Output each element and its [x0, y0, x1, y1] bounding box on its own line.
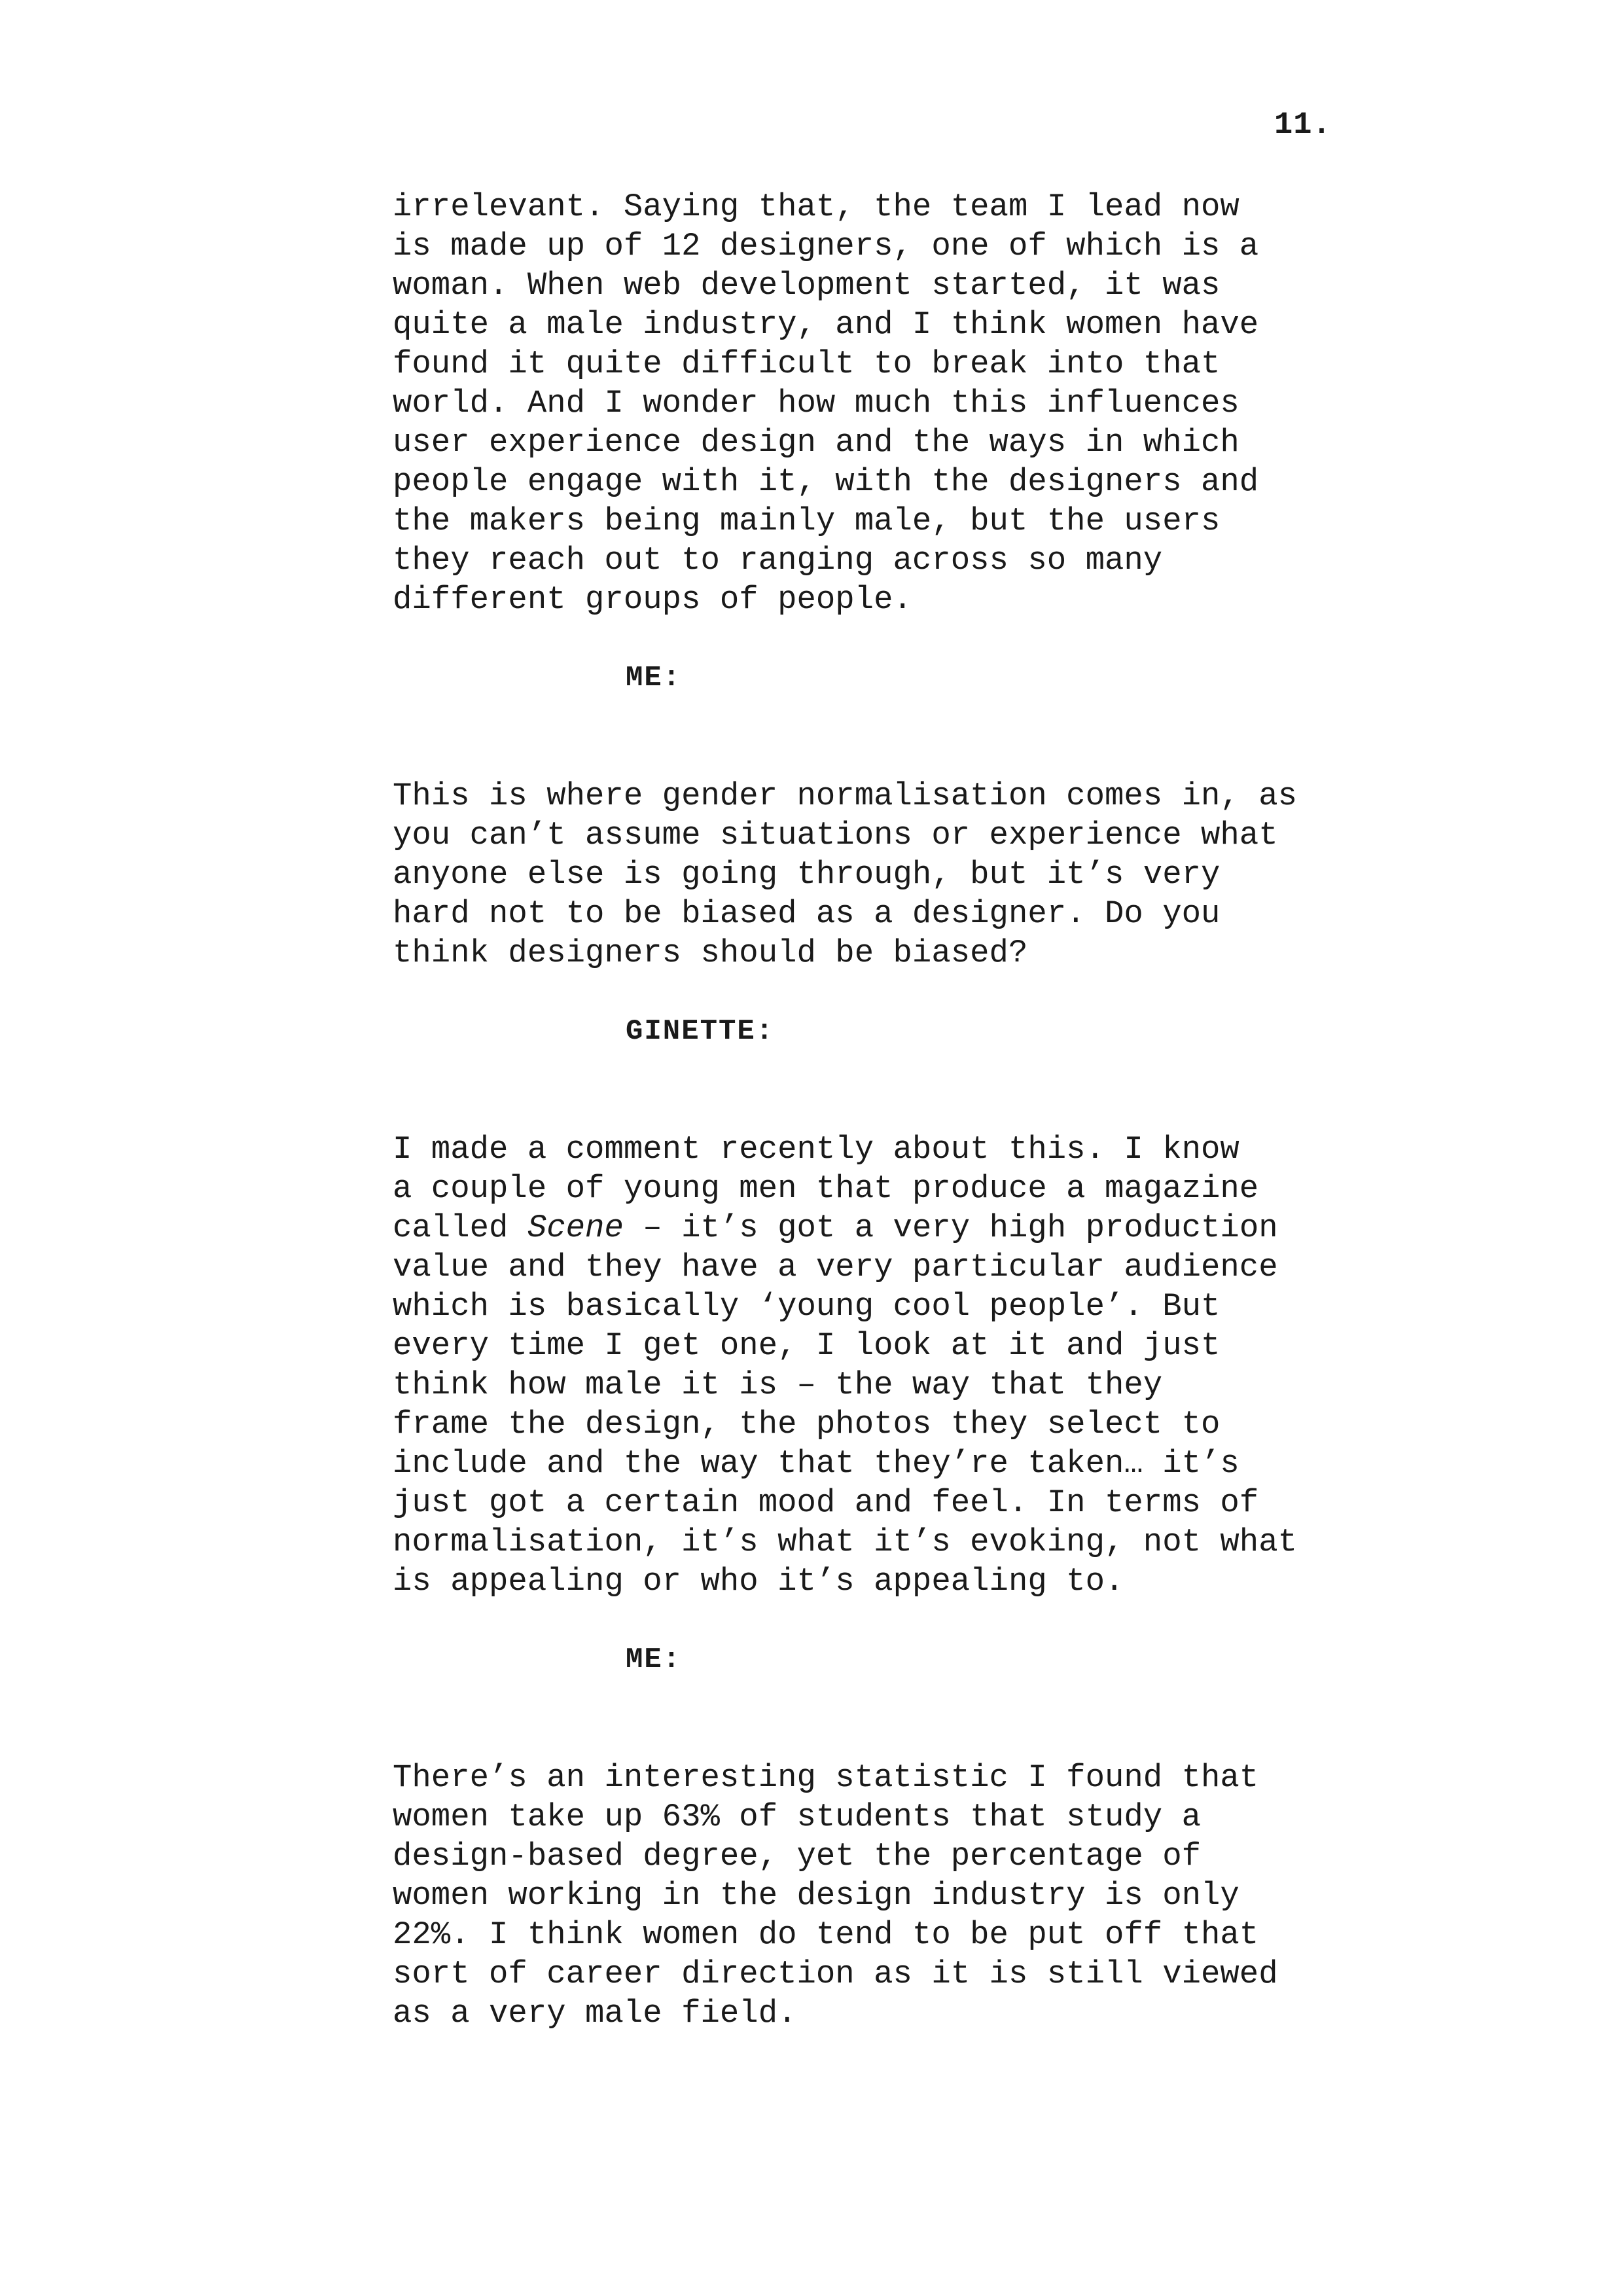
dialogue-line: the makers being mainly male, but the users	[393, 503, 1221, 539]
dialogue-line: called Scene – it’s got a very high production	[393, 1210, 1278, 1246]
dialogue-line: anyone else is going through, but it’s very	[393, 856, 1221, 893]
dialogue-line: is appealing or who it’s appealing to.	[393, 1563, 1124, 1600]
dialogue-line: as a very male field.	[393, 1995, 797, 2032]
dialogue-line: irrelevant. Saying that, the team I lead now	[393, 188, 1240, 225]
dialogue-line: found it quite difficult to break into that	[393, 346, 1221, 382]
dialogue-line: people engage with it, with the designers and	[393, 463, 1259, 500]
dialogue-line: different groups of people.	[393, 581, 912, 618]
dialogue-line: women take up 63% of students that study a	[393, 1799, 1202, 1835]
dialogue-paragraph	[393, 1130, 1335, 1601]
dialogue-paragraph	[393, 1758, 1335, 2033]
speaker-name: ME:	[626, 662, 682, 694]
block-spacer	[393, 1719, 1335, 1758]
page-number: 11.	[1274, 108, 1332, 143]
dialogue-line: normalisation, it’s what it’s evoking, not what	[393, 1524, 1298, 1560]
speaker-spacer	[393, 1051, 1335, 1090]
dialogue-line: you can’t assume situations or experience what	[393, 817, 1278, 853]
block-spacer	[393, 1090, 1335, 1130]
dialogue-line: think how male it is – the way that they	[393, 1367, 1163, 1403]
dialogue-line: include and the way that they’re taken… it’s	[393, 1445, 1240, 1482]
dialogue-line: woman. When web development started, it was	[393, 267, 1221, 304]
dialogue-line: user experience design and the ways in which	[393, 424, 1240, 461]
speaker-spacer	[393, 1679, 1335, 1719]
dialogue-line: design-based degree, yet the percentage of	[393, 1838, 1202, 1874]
dialogue-line: just got a certain mood and feel. In terms of	[393, 1484, 1259, 1521]
dialogue-paragraph	[393, 187, 1335, 619]
speaker-name: ME:	[626, 1643, 682, 1676]
dialogue-line: value and they have a very particular audience	[393, 1249, 1278, 1285]
script-body	[393, 187, 1335, 2033]
dialogue-line: There’s an interesting statistic I found that	[393, 1759, 1259, 1796]
dialogue-line: women working in the design industry is only	[393, 1877, 1240, 1914]
dialogue-line: which is basically ‘young cool people’. But	[393, 1288, 1221, 1325]
speaker-name: GINETTE:	[626, 1015, 775, 1048]
dialogue-line: they reach out to ranging across so many	[393, 542, 1163, 579]
dialogue-line: hard not to be biased as a designer. Do you	[393, 895, 1221, 932]
block-spacer	[393, 619, 1335, 658]
dialogue-line: frame the design, the photos they select to	[393, 1406, 1221, 1443]
dialogue-line: quite a male industry, and I think women have	[393, 306, 1259, 343]
dialogue-line: This is where gender normalisation comes in, as	[393, 778, 1298, 814]
block-spacer	[393, 973, 1335, 1012]
italic-title: Scene	[527, 1210, 624, 1246]
dialogue-line: a couple of young men that produce a magazine	[393, 1170, 1259, 1207]
dialogue-line: 22%. I think women do tend to be put off that	[393, 1916, 1259, 1953]
dialogue-paragraph	[393, 776, 1335, 973]
speaker-spacer	[393, 698, 1335, 737]
dialogue-line: world. And I wonder how much this influences	[393, 385, 1240, 422]
block-spacer	[393, 737, 1335, 776]
block-spacer	[393, 1601, 1335, 1640]
dialogue-line: think designers should be biased?	[393, 935, 1028, 971]
dialogue-line: sort of career direction as it is still viewed	[393, 1956, 1278, 1992]
dialogue-line: is made up of 12 designers, one of which is a	[393, 228, 1259, 264]
dialogue-line: every time I get one, I look at it and just	[393, 1327, 1221, 1364]
dialogue-line: I made a comment recently about this. I know	[393, 1131, 1240, 1168]
